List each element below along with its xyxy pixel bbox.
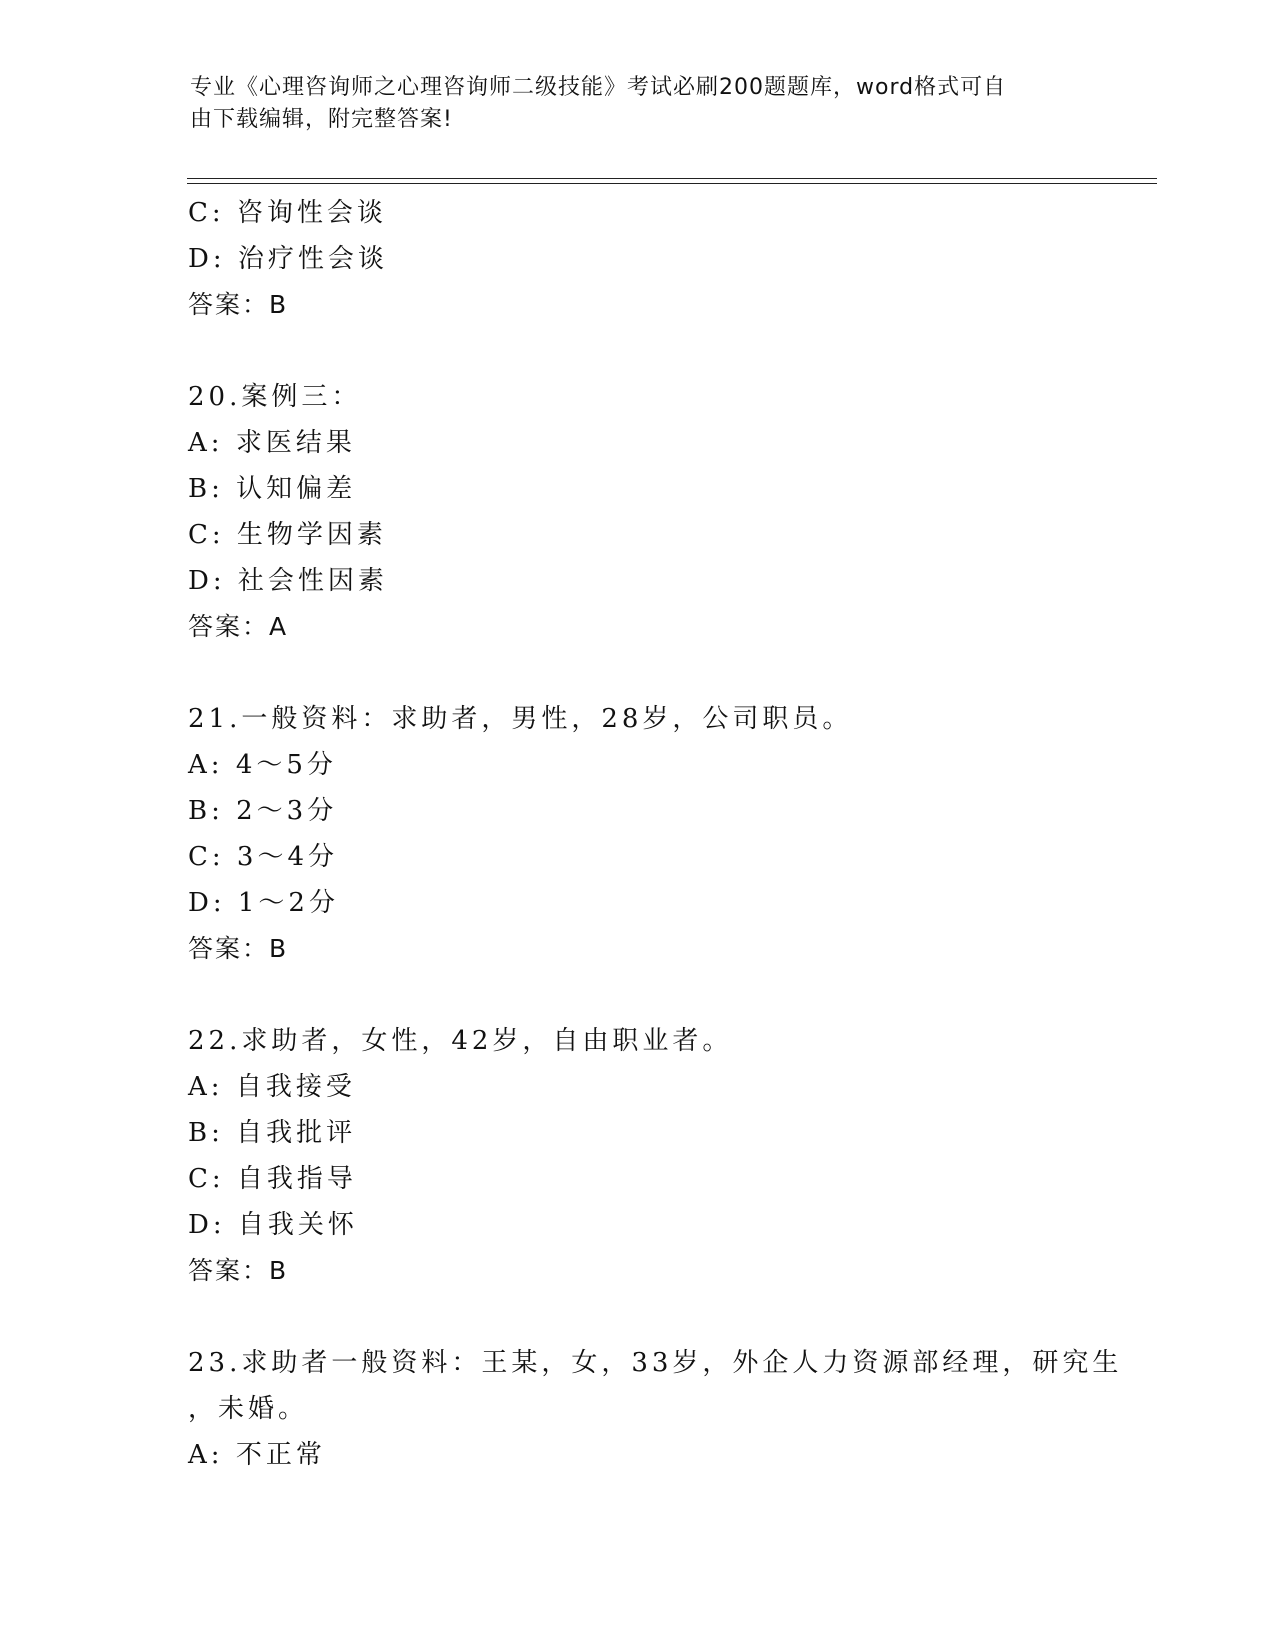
answer-line: 答案：B (188, 934, 289, 963)
option-label: C: (188, 198, 225, 228)
option-label: A: (188, 428, 224, 458)
option-text: 自我指导 (236, 1164, 357, 1194)
option-d (188, 1202, 1148, 1248)
option-label: A: (188, 750, 224, 780)
option-text: 生物学因素 (236, 520, 387, 550)
question-list (188, 190, 1148, 1478)
question-stem: 22.求助者，女性，42岁，自由职业者。 (188, 1026, 733, 1056)
option-d (188, 880, 1148, 926)
option-a (188, 1064, 1148, 1110)
option-text: 治疗性会谈 (237, 244, 388, 274)
option-text: 自我关怀 (237, 1210, 358, 1240)
option-text: 求医结果 (235, 428, 356, 458)
option-label: C: (188, 1164, 225, 1194)
question-stem-continued: ，未婚。 (188, 1394, 309, 1424)
option-c (188, 190, 1148, 236)
option-text: 自我接受 (235, 1072, 356, 1102)
option-label: D: (188, 566, 226, 596)
option-text: 咨询性会谈 (236, 198, 387, 228)
document-header (190, 72, 1070, 136)
header-line-2: 由下载编辑，附完整答案! (190, 107, 453, 132)
option-a (188, 420, 1148, 466)
option-label: D: (188, 1210, 226, 1240)
option-text: 4～5分 (235, 750, 337, 780)
option-a (188, 1432, 1148, 1478)
option-label: C: (188, 842, 225, 872)
spacer (188, 1294, 1148, 1340)
answer-line: 答案：A (188, 612, 289, 641)
spacer (188, 650, 1148, 696)
option-label: B: (188, 474, 224, 504)
answer-line: 答案：B (188, 1256, 289, 1285)
option-text: 不正常 (235, 1440, 326, 1470)
option-label: C: (188, 520, 225, 550)
option-c (188, 834, 1148, 880)
option-label: B: (188, 796, 224, 826)
option-b (188, 466, 1148, 512)
spacer (188, 972, 1148, 1018)
option-text: 自我批评 (236, 1118, 357, 1148)
option-label: D: (188, 244, 226, 274)
question-stem: 21.一般资料：求助者，男性，28岁，公司职员。 (188, 704, 853, 734)
spacer (188, 328, 1148, 374)
option-text: 2～3分 (236, 796, 338, 826)
question-stem: 23.求助者一般资料：王某，女，33岁，外企人力资源部经理，研究生 (188, 1348, 1123, 1378)
option-text: 社会性因素 (237, 566, 388, 596)
option-a (188, 742, 1148, 788)
option-d (188, 236, 1148, 282)
option-text: 1～2分 (237, 888, 339, 918)
header-divider-bottom (187, 183, 1157, 184)
option-c (188, 1156, 1148, 1202)
option-label: A: (188, 1440, 224, 1470)
option-text: 认知偏差 (236, 474, 357, 504)
option-label: B: (188, 1118, 224, 1148)
answer-line: 答案：B (188, 290, 289, 319)
question-stem: 20.案例三： (188, 382, 362, 412)
header-line-1: 专业《心理咨询师之心理咨询师二级技能》考试必刷200题题库，word格式可自 (190, 75, 1007, 100)
option-c (188, 512, 1148, 558)
option-b (188, 788, 1148, 834)
option-text: 3～4分 (236, 842, 339, 872)
option-label: D: (188, 888, 226, 918)
option-label: A: (188, 1072, 224, 1102)
option-b (188, 1110, 1148, 1156)
header-divider-top (187, 178, 1157, 179)
option-d (188, 558, 1148, 604)
